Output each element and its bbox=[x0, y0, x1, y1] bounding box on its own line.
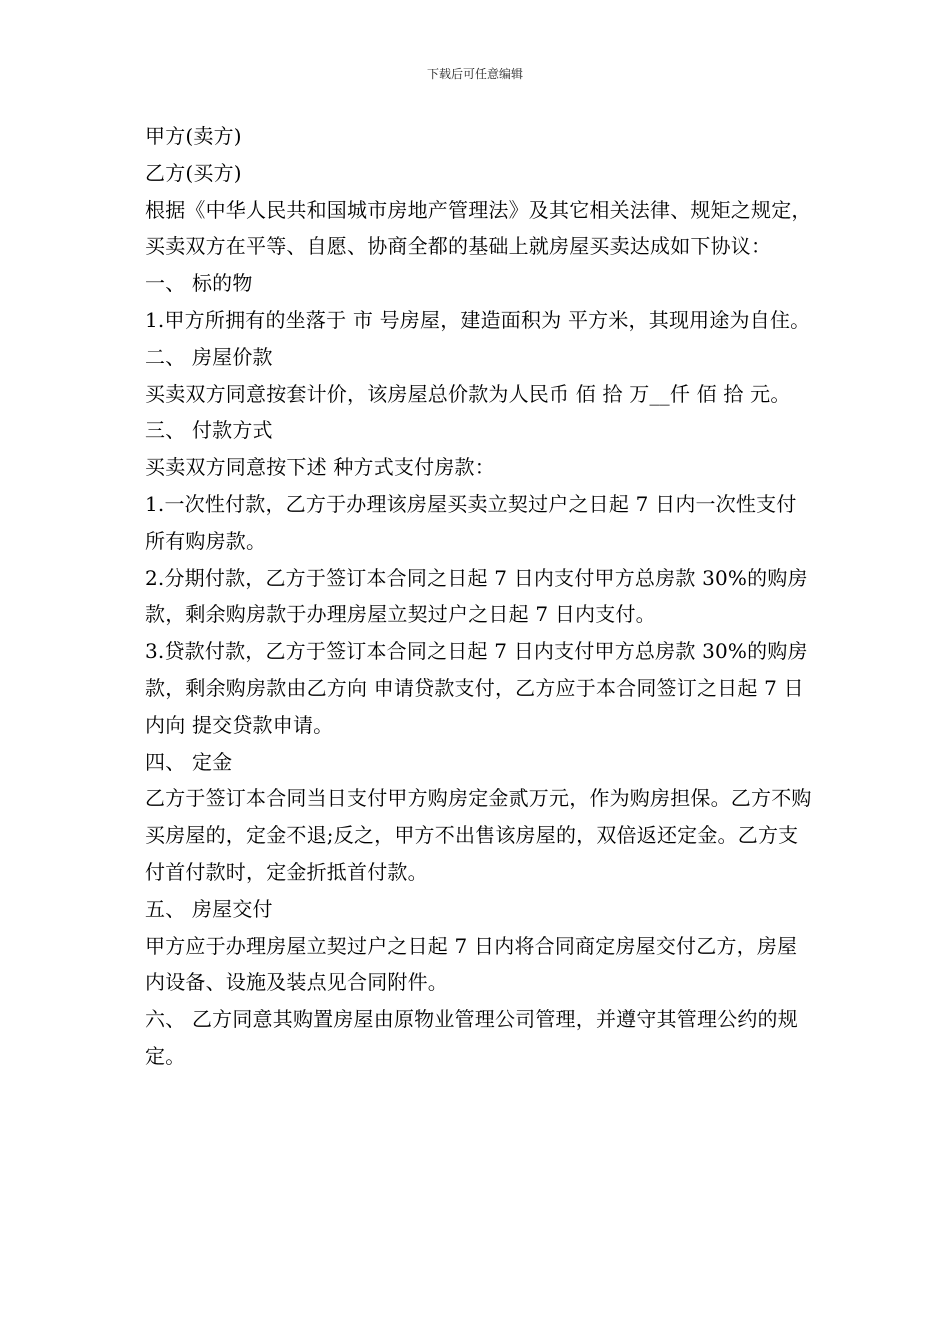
subject-clause: 1.甲方所拥有的坐落于 市 号房屋，建造面积为 平方米，其现用途为自住。 bbox=[145, 307, 811, 332]
contract-body bbox=[145, 118, 813, 1075]
delivery-clause: 甲方应于办理房屋立契过户之日起 7 日内将合同商定房屋交付乙方，房屋内设备、设施及装点见合同附件。 bbox=[145, 933, 798, 995]
section-heading-subject: 一、 标的物 bbox=[145, 271, 253, 296]
header-note: 下载后可任意编辑 bbox=[426, 67, 523, 81]
property-management-clause: 六、 乙方同意其购置房屋由原物业管理公司管理，并遵守其管理公约的规定。 bbox=[145, 1007, 798, 1068]
payment-intro: 买卖双方同意按下述 种方式支付房款： bbox=[145, 455, 495, 480]
party-b-line: 乙方(买方) bbox=[145, 160, 242, 185]
party-a-line: 甲方(卖方) bbox=[145, 124, 242, 148]
section-heading-payment: 三、 付款方式 bbox=[145, 418, 273, 443]
preamble-paragraph: 根据《中华人民共和国城市房地产管理法》及其它相关法律、规矩之规定，买卖双方在平等、自愿、协商全都的基础上就房屋买卖达成如下协议： bbox=[145, 197, 812, 259]
section-heading-deposit: 四、 定金 bbox=[145, 749, 233, 774]
section-heading-price: 二、 房屋价款 bbox=[145, 344, 273, 369]
payment-option-loan: 3.贷款付款，乙方于签订本合同之日起 7 日内支付甲方总房款 30%的购房款，剩余购房款由乙方向 申请贷款支付，乙方应于本合同签订之日起 7 日内向 提交贷款申请。 bbox=[145, 639, 808, 737]
section-heading-delivery: 五、 房屋交付 bbox=[145, 896, 273, 921]
deposit-clause: 乙方于签订本合同当日支付甲方购房定金贰万元，作为购房担保。乙方不购买房屋的，定金不退;反之，甲方不出售该房屋的，双倍返还定金。乙方支付首付款时，定金折抵首付款。 bbox=[145, 786, 812, 884]
payment-option-lump-sum: 1.一次性付款，乙方于办理该房屋买卖立契过户之日起 7 日内一次性支付所有购房款。 bbox=[145, 491, 797, 553]
price-clause: 买卖双方同意按套计价，该房屋总价款为人民币 佰 拾 万__仟 佰 拾 元。 bbox=[145, 381, 791, 406]
payment-option-installment: 2.分期付款，乙方于签订本合同之日起 7 日内支付甲方总房款 30%的购房款，剩余购房款于办理房屋立契过户之日起 7 日内支付。 bbox=[145, 565, 808, 627]
